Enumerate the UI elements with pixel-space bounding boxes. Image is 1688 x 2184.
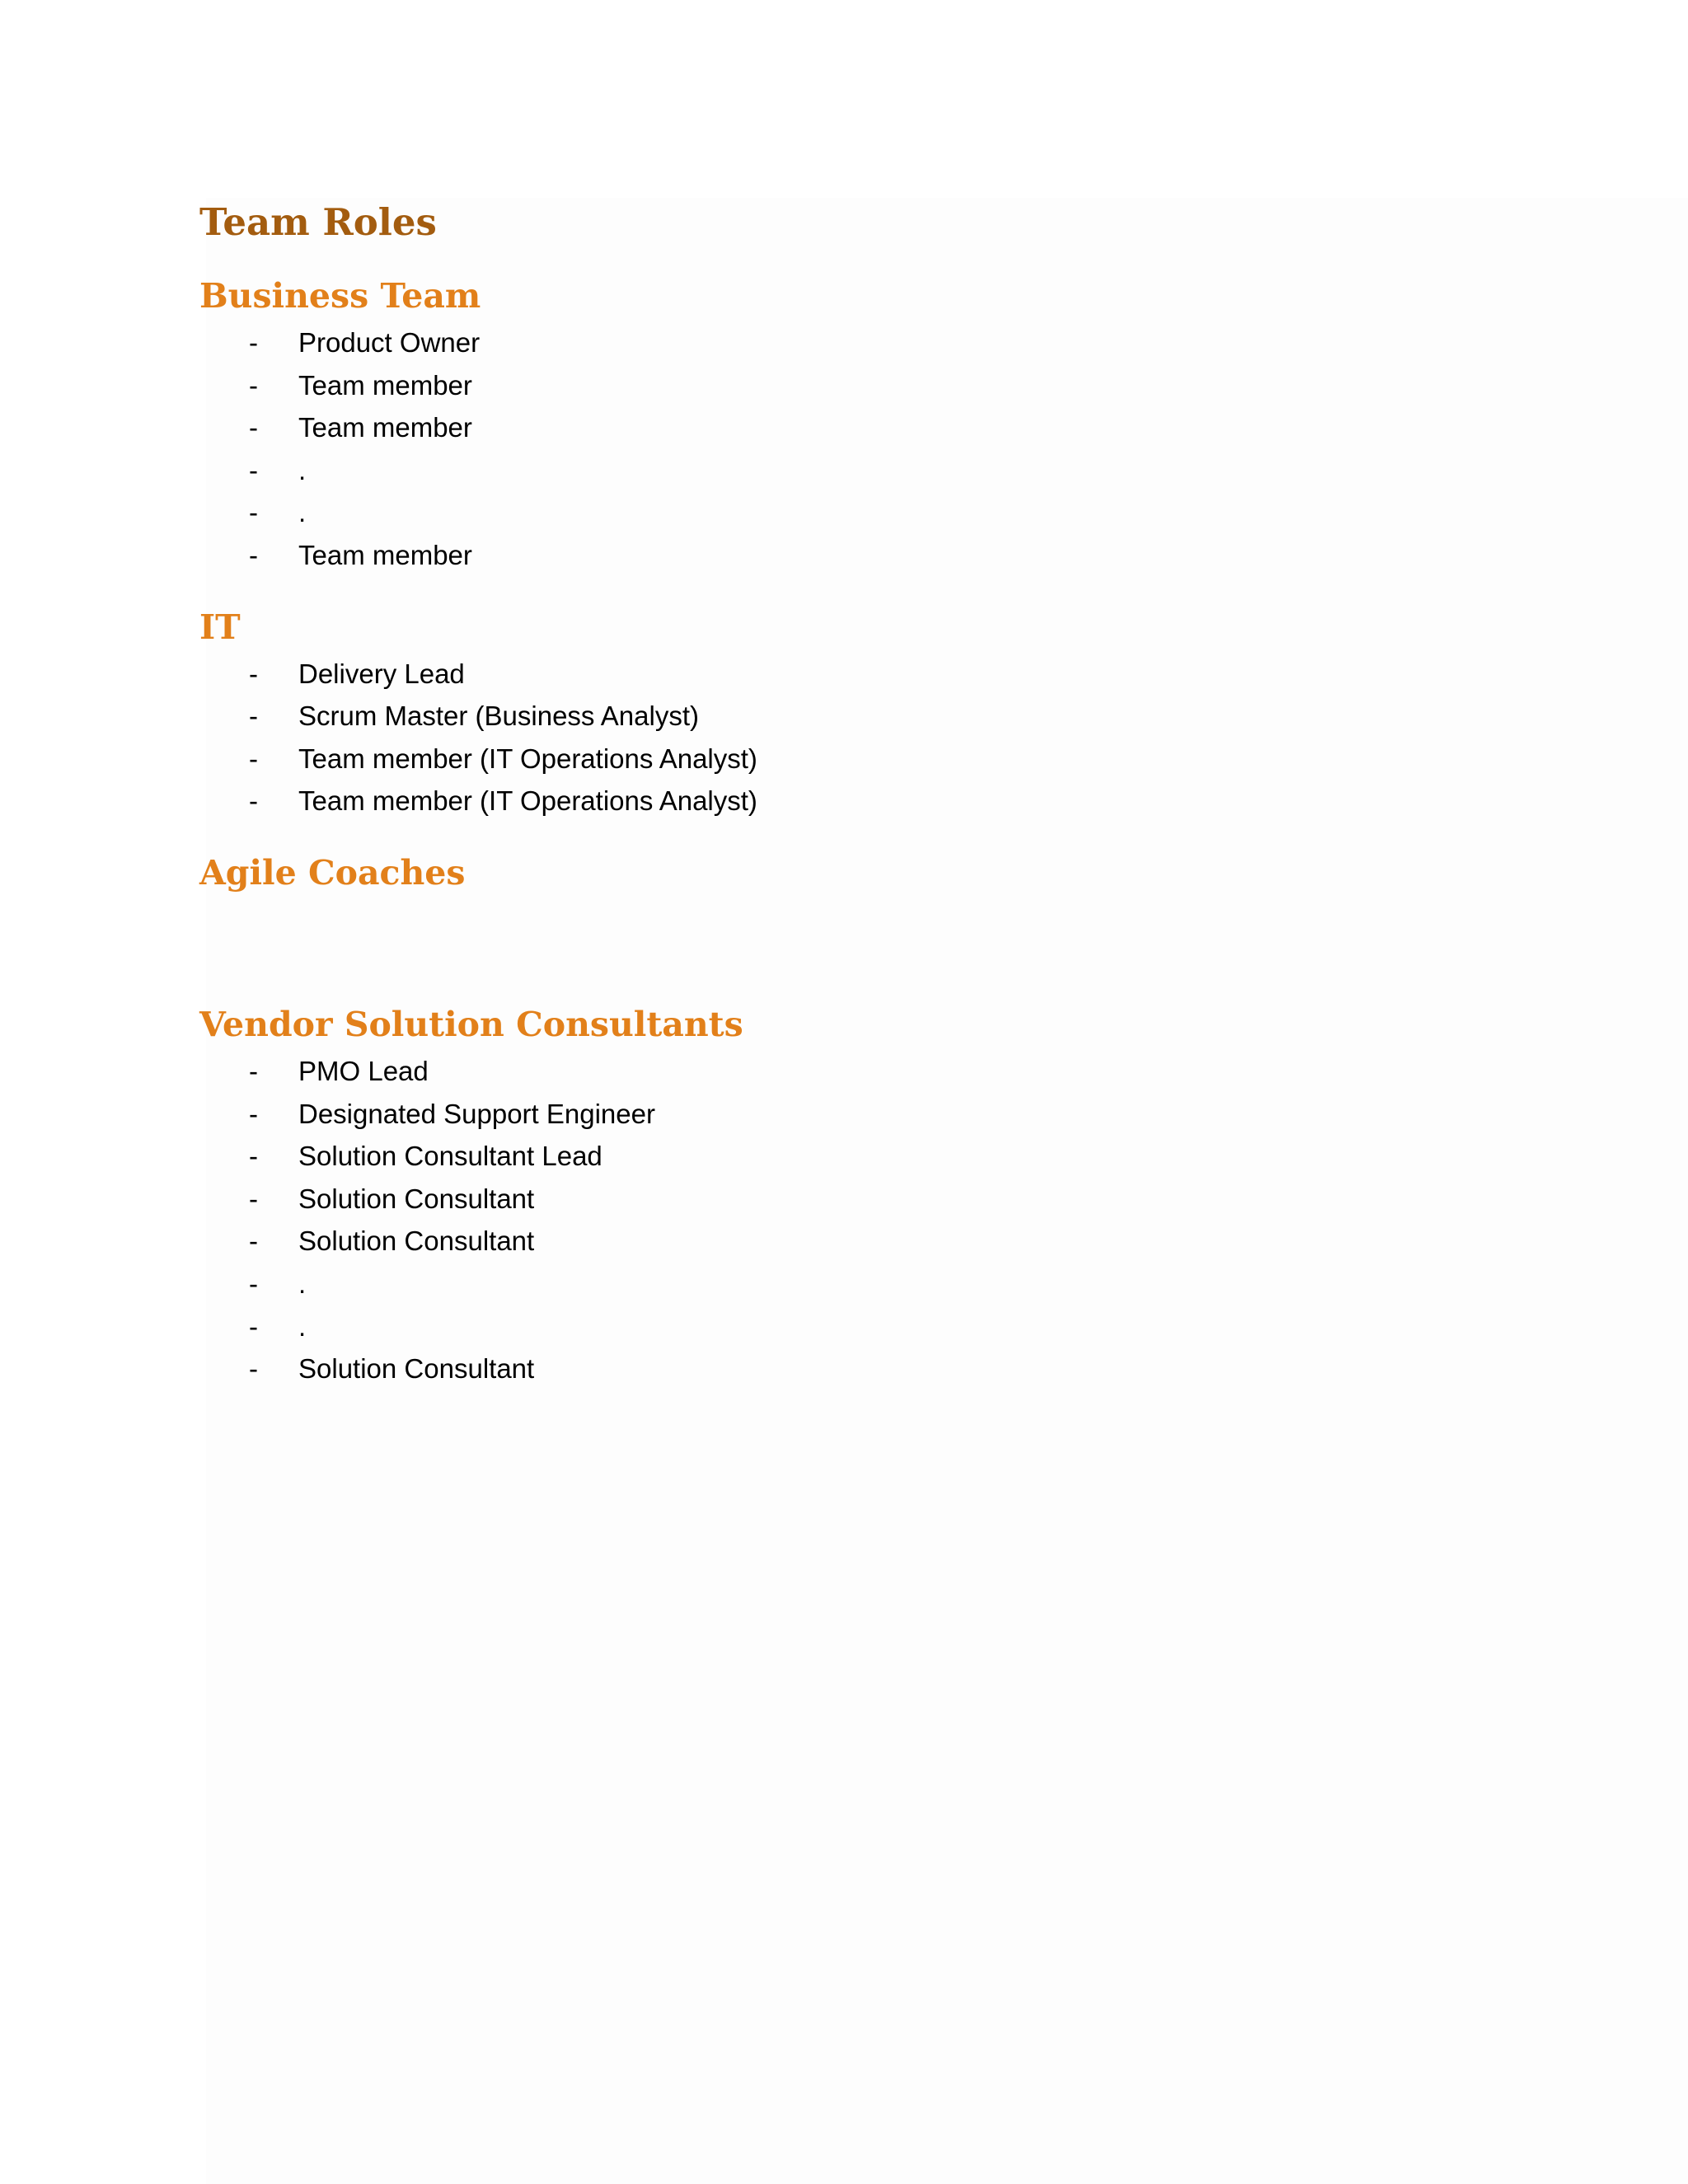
bullet-dash: - <box>249 1310 258 1342</box>
list-item-text: Solution Consultant <box>298 1353 535 1385</box>
bullet-dash: - <box>249 1055 258 1086</box>
list-item-text: . <box>298 497 307 528</box>
list-item-text: Designated Support Engineer <box>298 1098 655 1129</box>
list-item <box>199 695 1518 738</box>
list-item <box>199 534 1518 577</box>
list-item-text: Team member <box>298 412 472 443</box>
list-item-text: Team member <box>298 369 472 401</box>
bullet-dash: - <box>249 743 258 774</box>
list-item-text: . <box>298 1268 307 1299</box>
section-agile-coaches <box>199 847 1518 898</box>
list-item <box>199 321 1518 364</box>
list-item <box>199 1135 1518 1178</box>
bullet-dash: - <box>249 539 258 570</box>
page-title: Team Roles <box>199 200 437 244</box>
bullet-dash: - <box>249 785 258 817</box>
list-item-text: Team member <box>298 539 472 570</box>
bullet-dash: - <box>249 412 258 443</box>
list-item-text: Product Owner <box>298 327 481 358</box>
list-item-text: Delivery Lead <box>298 658 465 689</box>
list-item <box>199 1305 1518 1348</box>
list-item <box>199 738 1518 780</box>
list-item-text: PMO Lead <box>298 1055 429 1086</box>
bullet-dash: - <box>249 701 258 732</box>
list-item <box>199 1220 1518 1263</box>
list-item-text: . <box>298 1310 307 1342</box>
bullet-dash: - <box>249 1353 258 1385</box>
list-item-text: Team member (IT Operations Analyst) <box>298 743 757 774</box>
role-list <box>199 653 1518 823</box>
bullet-dash: - <box>249 369 258 401</box>
list-item <box>199 780 1518 823</box>
list-item-text: Solution Consultant <box>298 1226 535 1257</box>
section-heading: IT <box>199 607 241 647</box>
list-item-text: Solution Consultant <box>298 1183 535 1214</box>
section-it <box>199 602 1518 823</box>
list-item <box>199 491 1518 534</box>
list-item <box>199 1050 1518 1093</box>
section-heading: Business Team <box>199 276 481 316</box>
list-item <box>199 1347 1518 1390</box>
list-item-text: Solution Consultant Lead <box>298 1141 603 1172</box>
list-item-text: . <box>298 454 307 485</box>
section-business-team <box>199 270 1518 577</box>
role-list <box>199 1050 1518 1390</box>
bullet-dash: - <box>249 1141 258 1172</box>
list-item <box>199 653 1518 696</box>
bullet-dash: - <box>249 658 258 689</box>
section-heading: Agile Coaches <box>199 852 466 893</box>
list-item-text: Scrum Master (Business Analyst) <box>298 701 699 732</box>
bullet-dash: - <box>249 1183 258 1214</box>
role-list <box>199 321 1518 577</box>
bullet-dash: - <box>249 1268 258 1299</box>
bullet-dash: - <box>249 1226 258 1257</box>
section-vendor-solution-consultants <box>199 999 1518 1390</box>
list-item-text: Team member (IT Operations Analyst) <box>298 785 757 817</box>
section-heading: Vendor Solution Consultants <box>199 1004 743 1044</box>
list-item <box>199 1263 1518 1305</box>
list-item <box>199 406 1518 449</box>
bullet-dash: - <box>249 497 258 528</box>
document-content <box>199 191 1518 1390</box>
list-item <box>199 1178 1518 1221</box>
list-item <box>199 364 1518 407</box>
list-item <box>199 1093 1518 1136</box>
bullet-dash: - <box>249 454 258 485</box>
bullet-dash: - <box>249 1098 258 1129</box>
list-item <box>199 449 1518 492</box>
bullet-dash: - <box>249 327 258 358</box>
